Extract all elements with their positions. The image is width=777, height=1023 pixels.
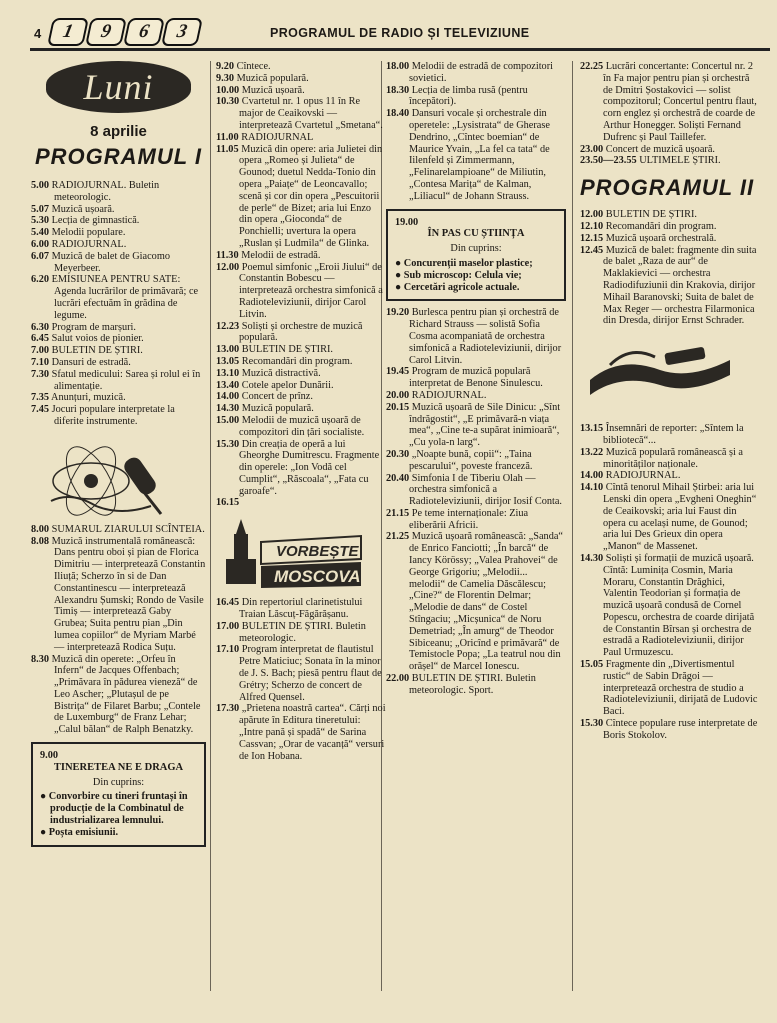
schedule-entry [386, 673, 566, 697]
column-1 [31, 61, 206, 853]
schedule-entry [31, 524, 206, 536]
entry-text: Din creația de operă a lui Gheorghe Dumitrescu. Fragmente din operele: „Ion Vodă cel Cumplit“, „Răscoala“, „Fata cu garoafe“. [239, 438, 380, 497]
schedule-entry [580, 553, 758, 659]
entry-text: Muzică ușoară românească: „Sanda“ de Enrico Fanciotti; „În barcă“ de Iancy Körössy; „Valea Prahovei“ de George Grigoriu; „Melodii... melodii“ de Camelia Dăscălescu; „Cine?“ de Florentin Delmar; „Melodie de dans“ de Costel Stîngaciu; „Micșunica“ de Noru Demetriad; „În amurg“ de Theodor Sibiceanu; „Oricînd e primăvară“ de Temistocle Popa; „La teatrul nou din orășel“ de Marcel Ionescu. [409, 531, 563, 673]
schedule-entry [386, 473, 566, 508]
entry-text: Muzică ușoară. [241, 84, 305, 96]
logo-line-2: MOSCOVA [274, 567, 361, 587]
schedule-entry [386, 449, 566, 473]
header-title: PROGRAMUL DE RADIO ȘI TELEVIZIUNE [270, 26, 530, 40]
entry-time: 8.08 [31, 535, 50, 547]
column-2-list-continued [216, 597, 386, 762]
schedule-entry [580, 423, 758, 447]
vorbeste-moscova-logo [216, 514, 366, 589]
schedule-entry [31, 239, 206, 251]
entry-time: 17.30 [216, 703, 240, 715]
entry-time: 6.07 [31, 250, 50, 262]
entry-text: Muzică de balet de Giacomo Meyerbeer. [51, 250, 170, 274]
schedule-entry [216, 321, 386, 345]
column-4-list [580, 61, 758, 167]
entry-text: Program de marșuri. [51, 321, 136, 333]
year-digit: 6 [123, 18, 165, 46]
entry-text: Program interpretat de flautistul Petre Maticiuc; Sonata în la minor de J. S. Bach; piesă pentru flaut de Grétry; Scherzo de concert de Alfred Quensel. [239, 644, 382, 703]
entry-time: 5.07 [31, 203, 50, 215]
entry-text: Muzică ușoară. [51, 203, 115, 215]
entry-text: Muzică populară. [236, 72, 309, 84]
entry-text: „Noapte bună, copii“: „Taina pescarului“, poveste franceză. [409, 448, 533, 472]
entry-text: Lecția de limba rusă (pentru începători). [409, 84, 528, 108]
entry-time: 14.30 [580, 552, 604, 564]
schedule-entry [386, 402, 566, 449]
entry-time: 7.00 [31, 345, 50, 357]
entry-text: Soliști și orchestre de muzică populară. [239, 320, 363, 344]
entry-text: Melodii populare. [51, 227, 126, 239]
entry-time: 7.35 [31, 392, 50, 404]
entry-text: Burlesca pentru pian și orchestră de Richard Strauss — solistă Sofia Cosma acompaniată de orchestra simfonică a Radioteleviziunii, dirijor Carol Litvin. [409, 307, 562, 366]
entry-text: BULETIN DE ȘTIRI. [51, 345, 143, 357]
entry-time: 9.20 [216, 61, 235, 72]
entry-text: Muzică de balet: fragmente din suita de balet „Raza de aur“ de Maklakievici — orchestra Radiodifuziunii din Krakovia, dirijor Mihail Baranovski; Suita de balet de Max Reger — orchestra Filarmonica din Dresda, dirijor Ernst Schrader. [603, 244, 757, 327]
entry-text: Salut voios de pionier. [51, 333, 144, 345]
entry-time: 15.05 [580, 659, 604, 671]
entry-text: Sfatul medicului: Sarea și rolul ei în alimentație. [51, 368, 201, 392]
column-4 [580, 61, 758, 742]
entry-text: Dansuri de estradă. [51, 356, 131, 368]
entry-text: Recomandări din program. [605, 220, 717, 232]
schedule-entry [386, 366, 566, 390]
schedule-entry [216, 262, 386, 321]
schedule-entry [31, 369, 206, 393]
schedule-entry [580, 482, 758, 553]
entry-text: Concert de prînz. [241, 391, 313, 403]
entry-time: 13.00 [216, 344, 240, 356]
entry-time: 12.15 [580, 232, 604, 244]
entry-text: RADIOJURNAL. [411, 389, 487, 401]
entry-time: 14.10 [580, 482, 604, 494]
schedule-entry [580, 659, 758, 718]
schedule-entry [216, 61, 386, 73]
entry-time: 17.10 [216, 644, 240, 656]
schedule-entry [31, 392, 206, 404]
entry-time: 19.20 [386, 307, 410, 319]
year-digit: 9 [85, 18, 127, 46]
entry-text: Melodii de estradă de compozitori sovietici. [409, 61, 554, 84]
entry-time: 12.00 [580, 209, 604, 221]
column-3 [386, 61, 566, 697]
entry-text: RADIOJURNAL [241, 131, 314, 143]
entry-time: 7.30 [31, 368, 50, 380]
entry-time: 8.00 [31, 523, 50, 535]
schedule-entry [580, 144, 758, 156]
entry-time: 20.00 [386, 389, 410, 401]
box-subtitle: Din cuprins: [92, 776, 145, 788]
entry-text: Fragmente din „Divertismentul rustic“ de Sabin Drăgoi — interpretează orchestra de studio a Radioteleviziunii, dirijată de Ludovic Baci. [603, 659, 758, 718]
entry-text: Cîntece. [236, 61, 271, 72]
box-time: 9.00 [40, 750, 59, 762]
box-item: ● Convorbire cu tineri fruntași în producție de la Combinatul de industrializarea lemnului. [40, 791, 197, 826]
schedule-entry [386, 307, 566, 366]
schedule-entry [31, 227, 206, 239]
entry-text: Soliști și formații de muzică ușoară. Cîntă: Luminița Cosmin, Maria Moraru, Constantin Drăghici, Valentin Teodorian și formația de muzică ușoară condusă de Cornel Popescu, orchestra de coarde dirijată de Constantin Bîrsan și orchestra de estradă a Radioteleviziunii, dirijor Paul Urmuzescu. [603, 552, 755, 659]
entry-text: Muzică populară românească și a minorităților naționale. [603, 446, 743, 470]
schedule-entry [580, 718, 758, 742]
page-header [30, 14, 770, 51]
entry-time: 13.22 [580, 446, 604, 458]
schedule-entry [216, 250, 386, 262]
logo-line-1: VORBEȘTE [276, 543, 359, 561]
entry-text: ULTIMELE ȘTIRI. [639, 155, 721, 167]
program-2-title: PROGRAMUL II [580, 175, 755, 201]
schedule-entry [386, 508, 566, 532]
schedule-entry [216, 621, 386, 645]
box-item: ● Cercetări agricole actuale. [395, 282, 557, 294]
entry-text: Program de muzică populară interpretat de Benone Sinulescu. [409, 366, 543, 390]
box-title: ÎN PAS CU ȘTIINȚA [427, 228, 525, 240]
entry-text: Poemul simfonic „Eroii Jiului“ de Constantin Bobescu — interpretează orchestra simfonică a Radioteleviziunii, dirijor Carol Litvin. [239, 261, 383, 320]
entry-text: BULETIN DE ȘTIRI. [605, 209, 697, 221]
schedule-entry [580, 447, 758, 471]
entry-time: 14.00 [580, 470, 604, 482]
entry-text: Muzică ușoară de Sile Dinicu: „Sînt îndrăgostit“, „E primăvară-n viața mea“, „Cine te-a supărat inimioară“, „Cu yola-n larg“. [409, 401, 561, 449]
entry-text: Recomandări din program. [241, 355, 353, 367]
entry-time: 6.45 [31, 333, 50, 345]
column-2-list [216, 61, 386, 509]
entry-time: 5.40 [31, 227, 50, 239]
entry-time: 18.30 [386, 84, 410, 96]
entry-time: 16.45 [216, 597, 240, 609]
entry-time: 14.00 [216, 391, 240, 403]
schedule-entry [580, 470, 758, 482]
column-3-list-continued [386, 307, 566, 696]
schedule-entry [580, 209, 758, 221]
entry-time: 7.45 [31, 404, 50, 416]
entry-time: 22.25 [580, 61, 604, 72]
schedule-entry [216, 439, 386, 498]
schedule-entry [216, 96, 386, 131]
program-1-list-continued [31, 524, 206, 736]
entry-time: 6.20 [31, 274, 50, 286]
entry-time: 15.30 [580, 718, 604, 730]
entry-text: RADIOJURNAL. [51, 238, 127, 250]
day-title: Luni [46, 61, 191, 113]
entry-text: Melodii de muzică ușoară de compozitori din țări socialiste. [239, 414, 365, 438]
entry-text: Însemnări de reporter: „Sîntem la bibliotecă“... [603, 423, 744, 446]
entry-text: Cotele apelor Dunării. [241, 379, 334, 391]
entry-text: Jocuri populare interpretate la diferite instrumente. [51, 404, 175, 427]
entry-text: Melodii de estradă. [241, 249, 321, 261]
schedule-entry [216, 344, 386, 356]
entry-time: 15.00 [216, 414, 240, 426]
schedule-entry [31, 357, 206, 369]
schedule-entry [216, 85, 386, 97]
entry-text: Pe teme internaționale: Ziua eliberării Africii. [409, 507, 529, 531]
entry-time: 20.30 [386, 448, 410, 460]
entry-time: 16.15 [216, 497, 240, 509]
schedule-entry [216, 356, 386, 368]
schedule-entry [580, 245, 758, 328]
entry-time: 17.00 [216, 620, 240, 632]
schedule-entry [386, 390, 566, 402]
schedule-entry [216, 73, 386, 85]
entry-time: 12.45 [580, 244, 604, 256]
entry-time: 10.30 [216, 96, 240, 108]
entry-time: 12.23 [216, 320, 240, 332]
entry-text: RADIOJURNAL. Buletin meteorologic. [51, 180, 160, 203]
entry-time: 18.00 [386, 61, 410, 72]
year-logo [50, 18, 200, 46]
program-1-title: PROGRAMUL I [34, 144, 203, 169]
schedule-entry [31, 251, 206, 275]
hands-instrument-illustration [580, 335, 758, 415]
entry-text: BULETIN DE ȘTIRI. Buletin meteorologic. [239, 620, 366, 644]
entry-time: 20.15 [386, 401, 410, 413]
schedule-entry [580, 221, 758, 233]
entry-time: 15.30 [216, 438, 240, 450]
entry-time: 18.40 [386, 108, 410, 120]
schedule-entry [31, 204, 206, 216]
page-number: 4 [34, 26, 42, 41]
entry-text: SUMARUL ZIARULUI SCÎNTEIA. [51, 523, 205, 535]
year-digit: 3 [161, 18, 203, 46]
entry-text: Concert de muzică ușoară. [605, 143, 715, 155]
schedule-entry [216, 132, 386, 144]
entry-text: Muzică distractivă. [241, 367, 321, 379]
entry-time: 23.00 [580, 143, 604, 155]
schedule-entry [31, 333, 206, 345]
schedule-entry [580, 61, 758, 144]
entry-text: BULETIN DE ȘTIRI. Buletin meteorologic. Sport. [409, 673, 536, 696]
schedule-entry [386, 61, 566, 85]
entry-time: 20.40 [386, 472, 410, 484]
schedule-entry [386, 108, 566, 202]
box-subtitle: Din cuprins: [450, 243, 502, 255]
schedule-entry [31, 180, 206, 204]
schedule-entry [31, 654, 206, 737]
schedule-entry [31, 322, 206, 334]
entry-time: 12.00 [216, 261, 240, 273]
entry-time: 19.45 [386, 366, 410, 378]
entry-text: Muzică din operete: „Orfeu în Infern“ de Jacques Offenbach; „Primăvara în pădurea vieneză“ de Leo Ascher; „Plutașul de pe Bistrița“ de Filaret Barbu; „Contele de Luxemburg“ de Franz Lehar; „Calul bălan“ de Ralph Benatzky. [51, 653, 201, 736]
column-3-list [386, 61, 566, 203]
entry-time: 7.10 [31, 356, 50, 368]
schedule-entry [216, 703, 386, 762]
entry-time: 13.40 [216, 379, 240, 391]
schedule-entry [31, 215, 206, 227]
stiinta-box [386, 209, 566, 302]
schedule-entry [386, 85, 566, 109]
schedule-entry [216, 644, 386, 703]
entry-text: Cvartetul nr. 1 opus 11 în Re major de Ceaikovski — interpretează Cvartetul „Smetana“. [239, 96, 383, 131]
box-title: TINERETEA NE E DRAGA [53, 761, 184, 773]
schedule-entry [216, 144, 386, 250]
column-divider [572, 61, 573, 991]
entry-text: Din repertoriul clarinetistului Traian Lăscuț-Făgărășanu. [239, 597, 363, 621]
entry-time: 8.30 [31, 653, 50, 665]
column-2 [216, 61, 386, 762]
schedule-entry [216, 497, 386, 509]
schedule-entry [216, 391, 386, 403]
entry-time: 11.05 [216, 143, 239, 155]
entry-text: Muzică instrumentală românească: Dans pentru oboi și pian de Florica Dimitriu — interpretează Constantin Iliuță; Scherzo în si de Dan Constantinescu — interpretează Alexandru Șumski; Rondo de Vasile Timiș — interpretează Gaby Grubea; Suita pentru pian „Din lumea copiilor“ de Myriam Marbé — interpretează Rodica Suțu. [51, 535, 206, 653]
entry-time: 22.00 [386, 673, 410, 685]
entry-time: 9.30 [216, 72, 235, 84]
box-item: ● Concurenții maselor plastice; [395, 258, 557, 270]
program-2-list-continued [580, 423, 758, 742]
entry-text: Muzică populară. [241, 403, 314, 415]
column-divider [210, 61, 211, 991]
box-item: ● Sub microscop: Celula vie; [395, 270, 557, 282]
entry-text: Anunțuri, muzică. [51, 392, 126, 404]
entry-text: Muzică din opere: aria Julietei din opera „Romeo și Julieta“ de Gounod; duetul Nedda-Tonio din opera „Paiațe“ de Leoncavallo; scenă și cor din opera „Pescuitorii de perle“ de Bizet; aria lui Enzo din opera „Gioconda“ de Ponchielli; uvertura la opera „Ruslan și Ludmila“ de Glinka. [239, 143, 383, 249]
year-digit: 1 [47, 18, 89, 46]
radio-microphone-illustration [31, 436, 206, 516]
schedule-entry [31, 536, 206, 654]
entry-time: 13.05 [216, 355, 240, 367]
entry-text: Cîntă tenorul Mihail Știrbei: aria lui Lenski din opera „Evgheni Oneghin“ de Ceaikovski; aria lui Faust din opera cu același nume, de Gounod; aria lui Des Grieux din opera „Manon“ de Massenet. [603, 482, 757, 553]
entry-text: „Prietena noastră cartea“. Cărți noi apărute în Editura tineretului: „Intre pană și spadă“ de Sarina Cassvan; „Orar de vacanță“ versuri de Ion Hobana. [239, 703, 386, 762]
entry-text: EMISIUNEA PENTRU SATE: Agenda lucrărilor de primăvară; ce lucrări efectuăm în grădina de legume. [51, 274, 199, 321]
entry-time: 12.10 [580, 220, 604, 232]
entry-time: 10.00 [216, 84, 240, 96]
schedule-entry [31, 274, 206, 321]
schedule-entry [580, 155, 758, 167]
entry-time: 14.30 [216, 403, 240, 415]
entry-text: Lucrări concertante: Concertul nr. 2 în Fa major pentru pian și orchestră de Dmitri Șostakovici — solist compozitorul; Concertul pentru flaut, corn englez și orchestră de coarde de Arthur Honegger. Soliști Fernand Dufrenc și Paul Taillefer. [603, 61, 757, 143]
entry-time: 23.50—23.55 [580, 155, 637, 167]
entry-text: Muzică ușoară orchestrală. [605, 232, 717, 244]
entry-time: 11.00 [216, 131, 239, 143]
entry-time: 21.15 [386, 507, 410, 519]
schedule-entry [216, 368, 386, 380]
entry-text: Cîntece populare ruse interpretate de Boris Stokolov. [603, 718, 758, 741]
schedule-entry [386, 531, 566, 673]
entry-text: Simfonia I de Tiberiu Olah — orchestra simfonică a Radioteleviziunii, dirijor Iosif Conta. [409, 472, 562, 508]
box-time: 19.00 [395, 216, 419, 228]
entry-text: Dansuri vocale și orchestrale din operetele: „Lysistrata“ de Gherase Dendrino, „Cîntec boemian“ de Maurice Yvain, „La fel ca tata“ de Iilenfeld și Zimmermann, „Felinarelampioane“ de Miliutin, „Contesa Marița“ de Kalman, „Liliacul“ de Johann Strauss. [409, 108, 550, 202]
entry-time: 6.30 [31, 321, 50, 333]
tineretea-box [31, 742, 206, 847]
entry-time: 5.30 [31, 215, 50, 227]
date-label: 8 aprilie [90, 123, 147, 140]
entry-time: 13.10 [216, 367, 240, 379]
entry-time: 11.30 [216, 249, 239, 261]
entry-time: 21.25 [386, 531, 410, 543]
schedule-entry [216, 380, 386, 392]
schedule-entry [216, 597, 386, 621]
entry-text: RADIOJURNAL. [605, 470, 681, 482]
program-1-list [31, 180, 206, 428]
schedule-entry [580, 233, 758, 245]
entry-time: 13.15 [580, 423, 604, 435]
box-item: ● Poșta emisiunii. [40, 827, 197, 839]
entry-text: Lecția de gimnastică. [51, 215, 140, 227]
entry-time: 6.00 [31, 238, 50, 250]
schedule-entry [31, 345, 206, 357]
program-2-list [580, 209, 758, 327]
entry-time: 5.00 [31, 180, 50, 191]
schedule-entry [31, 404, 206, 428]
entry-text: BULETIN DE ȘTIRI. [241, 344, 333, 356]
schedule-entry [216, 415, 386, 439]
schedule-entry [216, 403, 386, 415]
